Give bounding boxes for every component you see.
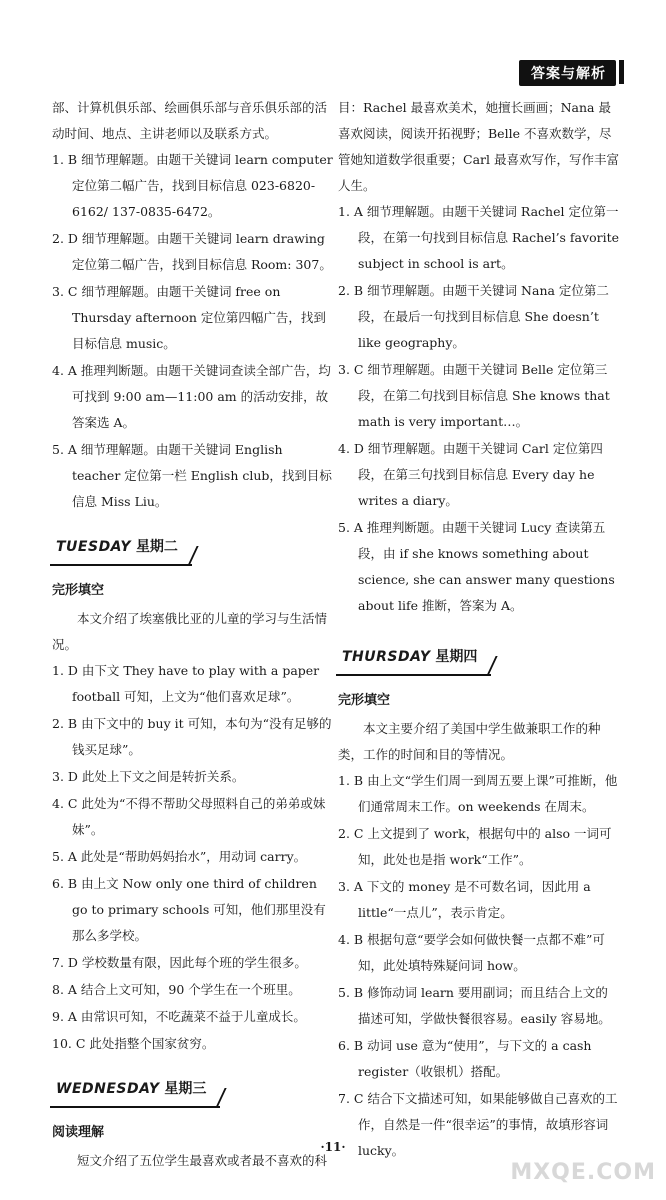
answer-item — [338, 357, 620, 435]
answer-item — [338, 1033, 620, 1085]
answer-explanation: 修饰动词 learn 要用副词；而且结合上文的描述可知，学做快餐很容易。easily 容易地。 — [358, 985, 611, 1026]
answer-explanation: 由下文中的 buy it 可知，本句为“没有足够的钱买足球”。 — [72, 716, 332, 757]
answer-explanation: 下文的 money 是不可数名词，因此用 a little“一点儿”，表示肯定。 — [358, 879, 591, 920]
answer-explanation: 细节理解题。由题干关键词 Carl 定位第四段，在第三句找到目标信息 Every day he writes a diary。 — [358, 441, 603, 508]
answer-item — [52, 437, 334, 515]
answer-number: 5. A — [52, 849, 77, 864]
answer-number: 3. A — [338, 879, 363, 894]
thursday-heading: THURSDAY 星期四 — [336, 642, 491, 676]
answer-item — [52, 147, 334, 225]
answer-item — [52, 1031, 334, 1057]
answer-item — [338, 436, 620, 514]
reading-section-title: 阅读理解 — [52, 1125, 105, 1140]
answer-explanation: 此处指整个国家贫穷。 — [89, 1036, 215, 1051]
answer-item — [338, 199, 620, 277]
answer-item — [52, 977, 334, 1003]
tuesday-intro: 本文介绍了埃塞俄比亚的儿童的学习与生活情况。 — [52, 611, 328, 652]
answer-item — [52, 871, 334, 949]
answer-item — [52, 711, 334, 763]
answer-explanation: 结合下文描述可知，如果能够做自己喜欢的工作，自然是一件“很幸运”的事情，故填形容词 lucky。 — [358, 1091, 618, 1158]
answer-explanation: 细节理解题。由题干关键词 learn computer 定位第二幅广告，找到目标信息 023-6820-6162/ 137-0835-6472。 — [72, 152, 333, 219]
watermark-logo: MXQE.COM — [510, 1160, 656, 1185]
thursday-answers — [338, 768, 620, 1164]
answer-item — [52, 279, 334, 357]
answer-item — [52, 950, 334, 976]
right-column — [338, 95, 620, 1165]
answer-item — [338, 927, 620, 979]
answer-explanation: 细节理解题。由题干关键词 Nana 定位第二段，在最后一句找到目标信息 She doesn’t like geography。 — [358, 283, 609, 350]
answer-item — [52, 791, 334, 843]
answer-explanation: 动词 use 意为“使用”，与下文的 a cash register（收银机）搭配。 — [358, 1038, 592, 1079]
left-column — [52, 95, 334, 1174]
answer-explanation: 推理判断题。由题干关键词查读全部广告，均可找到 9:00 am—11:00 am 的活动安排，故答案选 A。 — [72, 363, 331, 430]
wednesday-answers — [338, 199, 620, 619]
answer-explanation: 细节理解题。由题干关键词 learn drawing 定位第二幅广告，找到目标信息 Room: 307。 — [72, 231, 332, 272]
answer-item — [338, 980, 620, 1032]
heading-slash-decoration — [477, 656, 498, 676]
answer-number: 8. A — [52, 982, 77, 997]
monday-answers — [52, 147, 334, 515]
answer-number: 10. C — [52, 1036, 86, 1051]
answer-number: 7. C — [338, 1091, 364, 1106]
answer-item — [52, 358, 334, 436]
answer-number: 4. C — [52, 796, 78, 811]
answer-number: 1. B — [338, 773, 364, 788]
answer-item — [52, 658, 334, 710]
answer-item — [338, 768, 620, 820]
answer-number: 1. D — [52, 663, 78, 678]
answer-explanation: 学校数量有限，因此每个班的学生很多。 — [81, 955, 307, 970]
answer-number: 4. B — [338, 932, 364, 947]
answer-explanation: 由常识可知，不吃蔬菜不益于儿童成长。 — [80, 1009, 306, 1024]
answer-number: 4. A — [52, 363, 77, 378]
answer-explanation: 上文提到了 work，根据句中的 also 一词可知，此处也是指 work“工作”。 — [358, 826, 612, 867]
header-bar-decoration — [619, 60, 624, 84]
cloze-section-title: 完形填空 — [52, 583, 105, 598]
answer-number: 5. A — [338, 520, 363, 535]
answer-explanation: 细节理解题。由题干关键词 English teacher 定位第一栏 English club，找到目标信息 Miss Liu。 — [72, 442, 332, 509]
answer-item — [338, 515, 620, 619]
answer-number: 3. C — [52, 284, 78, 299]
answer-number: 1. A — [338, 204, 363, 219]
answer-number: 2. C — [338, 826, 364, 841]
answer-explanation: 细节理解题。由题干关键词 Rachel 定位第一段，在第一句找到目标信息 Rachel’s favorite subject in school is art。 — [358, 204, 619, 271]
heading-slash-decoration — [206, 1088, 227, 1108]
answer-number: 2. B — [338, 283, 364, 298]
answer-number: 9. A — [52, 1009, 77, 1024]
wednesday-intro: 短文介绍了五位学生最喜欢或者最不喜欢的科 — [77, 1153, 328, 1168]
answer-explanation: 细节理解题。由题干关键词 free on Thursday afternoon 定位第四幅广告，找到目标信息 music。 — [72, 284, 326, 351]
wednesday-heading: WEDNESDAY 星期三 — [50, 1074, 220, 1108]
answer-number: 2. B — [52, 716, 78, 731]
answer-explanation: 推理判断题。由题干关键词 Lucy 查读第五段，由 if she knows something about science, she can answer many questions about life 推断，答案为 A。 — [358, 520, 615, 613]
answer-item — [52, 1004, 334, 1030]
answer-item — [52, 844, 334, 870]
answer-item — [338, 874, 620, 926]
answer-analysis-badge: 答案与解析 — [519, 60, 616, 86]
answer-explanation: 此处上下文之间是转折关系。 — [81, 769, 245, 784]
answer-item — [52, 226, 334, 278]
right-intro: 目：Rachel 最喜欢美术，她擅长画画；Nana 最喜欢阅读，阅读开拓视野；Belle 不喜欢数学，尽管她知道数学很重要；Carl 最喜欢写作，写作丰富人生。 — [338, 100, 619, 193]
heading-slash-decoration — [177, 546, 198, 566]
answer-number: 2. D — [52, 231, 78, 246]
page-number: ·11· — [320, 1140, 346, 1154]
thursday-intro: 本文主要介绍了美国中学生做兼职工作的种类，工作的时间和目的等情况。 — [338, 721, 601, 762]
answer-number: 5. B — [338, 985, 364, 1000]
answer-number: 5. A — [52, 442, 77, 457]
answer-explanation: 细节理解题。由题干关键词 Belle 定位第三段，在第二句找到目标信息 She knows that math is very important…。 — [358, 362, 610, 429]
answer-item — [338, 821, 620, 873]
answer-explanation: 此处是“帮助妈妈抬水”，用动词 carry。 — [80, 849, 307, 864]
answer-explanation: 由上文“学生们周一到周五要上课”可推断，他们通常周末工作。on weekends 在周末。 — [358, 773, 618, 814]
tuesday-heading: TUESDAY 星期二 — [50, 532, 192, 566]
answer-item — [338, 278, 620, 356]
answer-explanation: 根据句意“要学会如何做快餐一点都不难”可知，此处填特殊疑问词 how。 — [358, 932, 605, 973]
answer-explanation: 此处为“不得不帮助父母照料自己的弟弟或妹妹”。 — [72, 796, 326, 837]
left-intro: 部、计算机俱乐部、绘画俱乐部与音乐俱乐部的活动时间、地点、主讲老师以及联系方式。 — [52, 100, 328, 141]
answer-explanation: 结合上文可知，90 个学生在一个班里。 — [80, 982, 301, 997]
answer-number: 6. B — [52, 876, 78, 891]
cloze-section-title: 完形填空 — [338, 693, 391, 708]
answer-explanation: 由上文 Now only one third of children go to primary schools 可知，他们那里没有那么多学校。 — [72, 876, 326, 943]
answer-number: 3. C — [338, 362, 364, 377]
tuesday-answers — [52, 658, 334, 1057]
answer-explanation: 由下文 They have to play with a paper football 可知，上文为“他们喜欢足球”。 — [72, 663, 320, 704]
answer-number: 3. D — [52, 769, 78, 784]
answer-number: 7. D — [52, 955, 78, 970]
answer-number: 6. B — [338, 1038, 364, 1053]
answer-number: 4. D — [338, 441, 364, 456]
answer-item — [52, 764, 334, 790]
answer-number: 1. B — [52, 152, 78, 167]
